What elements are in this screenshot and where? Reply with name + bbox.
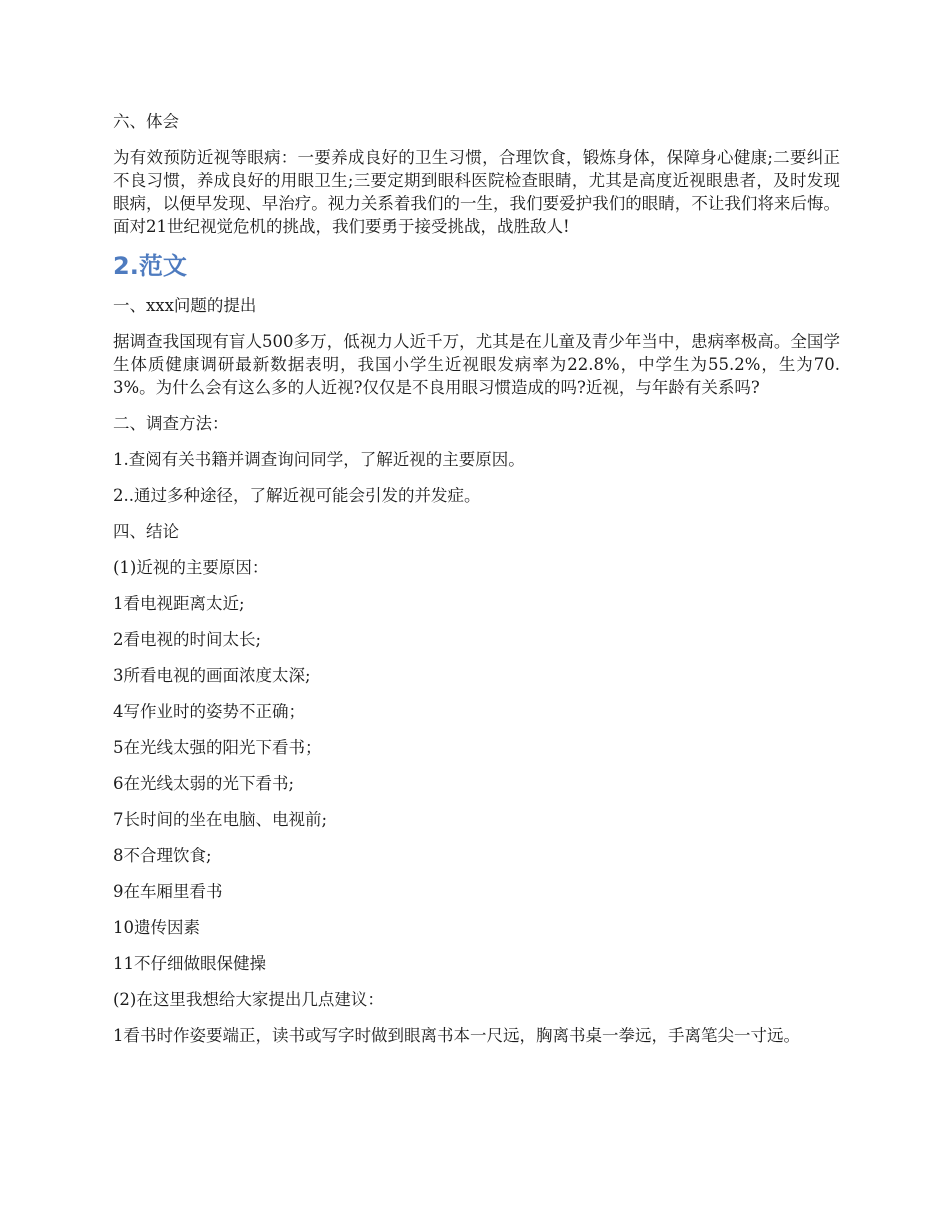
section-title: 一、xxx问题的提出 bbox=[113, 296, 257, 315]
list-item: 5在光线太强的阳光下看书； bbox=[113, 738, 322, 757]
list-item: 1看电视距离太近; bbox=[113, 594, 245, 613]
list-item: 6在光线太弱的光下看书; bbox=[113, 774, 295, 793]
list-item: 3所看电视的画面浓度太深; bbox=[113, 666, 311, 685]
subsection-title: (2)在这里我想给大家提出几点建议： bbox=[113, 990, 384, 1009]
list-item: 1看书时作姿要端正，读书或写字时做到眼离书本一尺远，胸离书桌一拳远，手离笔尖一寸远。 bbox=[113, 1026, 800, 1045]
list-item: 7长时间的坐在电脑、电视前; bbox=[113, 810, 328, 829]
paragraph: 为有效预防近视等眼病：一要养成良好的卫生习惯，合理饮食，锻炼身体，保障身心健康;二要纠正不良习惯，养成良好的用眼卫生;三要定期到眼科医院检查眼睛，尤其是高度近视眼患者，及时发现眼病，以便早发现、早治疗。视力关系着我们的一生，我们要爱护我们的眼睛，不让我们将来后悔。面对21世纪视觉危机的挑战，我们要勇于接受挑战，战胜敌人! bbox=[113, 148, 840, 236]
list-item: 2看电视的时间太长; bbox=[113, 630, 262, 649]
list-item: 4写作业时的姿势不正确； bbox=[113, 702, 305, 721]
subsection-title: (1)近视的主要原因： bbox=[113, 558, 269, 577]
section-heading: 2.范文 bbox=[113, 252, 187, 280]
section-title: 四、结论 bbox=[113, 522, 179, 541]
paragraph: 据调查我国现有盲人500多万，低视力人近千万，尤其是在儿童及青少年当中，患病率极高。全国学生体质健康调研最新数据表明，我国小学生近视眼发病率为22.8%，中学生为55.2%，生为70.3%。为什么会有这么多的人近视?仅仅是不良用眼习惯造成的吗?近视，与年龄有关系吗? bbox=[113, 332, 840, 397]
list-item: 2..通过多种途径，了解近视可能会引发的并发症。 bbox=[113, 486, 481, 505]
list-item: 10遗传因素 bbox=[113, 918, 200, 937]
list-item: 1.查阅有关书籍并调查询问同学，了解近视的主要原因。 bbox=[113, 450, 525, 469]
section-title: 二、调查方法： bbox=[113, 414, 229, 433]
document-page bbox=[113, 110, 840, 1060]
list-item: 11不仔细做眼保健操 bbox=[113, 954, 266, 973]
section-title: 六、体会 bbox=[113, 112, 179, 131]
list-item: 8不合理饮食; bbox=[113, 846, 212, 865]
list-item: 9在车厢里看书 bbox=[113, 882, 223, 901]
